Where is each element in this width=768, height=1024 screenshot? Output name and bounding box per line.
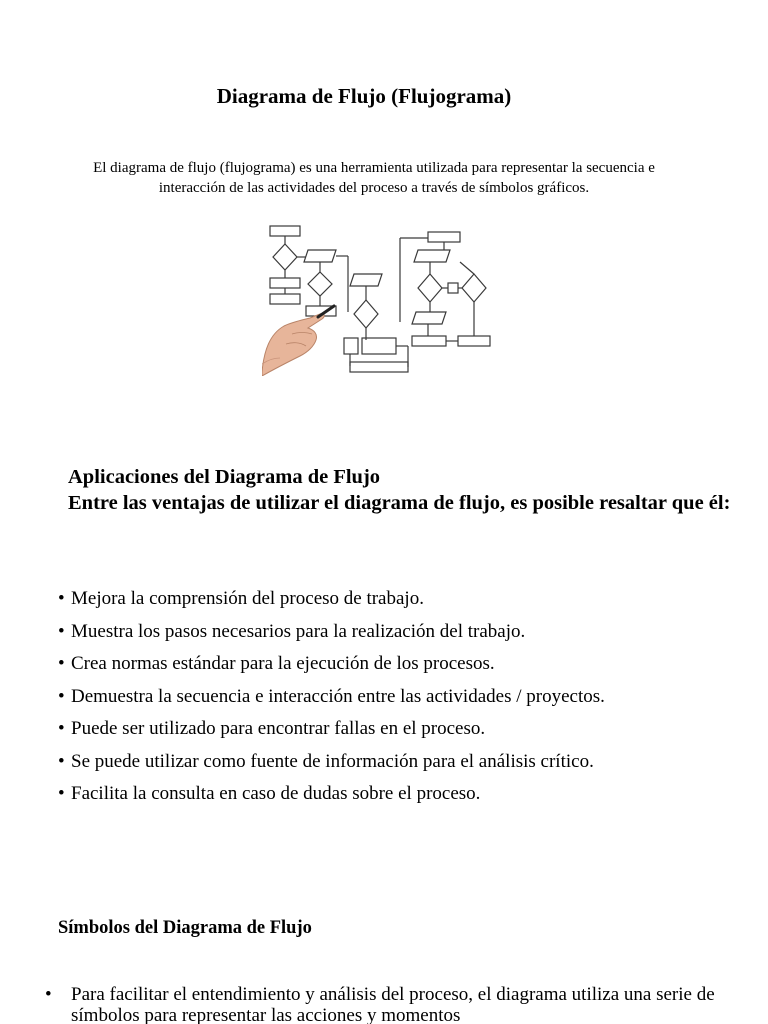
list-item: • Facilita la consulta en caso de dudas sobre el proceso. — [58, 778, 758, 811]
page-title: Diagrama de Flujo (Flujograma) — [216, 84, 512, 108]
list-item: • Mejora la comprensión del proceso de trabajo. — [58, 583, 758, 616]
symbols-list — [45, 984, 758, 1024]
list-item: • Muestra los pasos necesarios para la realización del trabajo. — [58, 616, 758, 649]
list-item: • Demuestra la secuencia e interacción entre las actividades / proyectos. — [58, 681, 758, 714]
symbols-heading: Símbolos del Diagrama de Flujo — [58, 918, 312, 938]
bullet-icon: • — [58, 588, 65, 609]
list-item: • Crea normas estándar para la ejecución de los procesos. — [58, 648, 758, 681]
intro-paragraph: El diagrama de flujo (flujograma) es una herramienta utilizada para representar la secuencia e interacción de las actividades del proceso a través de símbolos gráficos. — [93, 160, 655, 196]
applications-heading-subtitle: Entre las ventajas de utilizar el diagrama de flujo, es posible resaltar que él: — [68, 492, 731, 514]
bullet-icon: • — [58, 653, 65, 674]
bullet-icon: • — [58, 718, 65, 739]
bullet-icon: • — [58, 620, 65, 642]
applications-heading — [68, 464, 748, 516]
bullet-icon: • — [58, 685, 65, 707]
bullet-icon: • — [58, 750, 65, 772]
hand-drawing-flowchart-icon — [262, 222, 494, 376]
advantages-list — [58, 583, 758, 811]
bullet-icon: • — [58, 783, 65, 804]
list-item: • Puede ser utilizado para encontrar fallas en el proceso. — [58, 713, 758, 746]
list-item: • Se puede utilizar como fuente de información para el análisis crítico. — [58, 746, 758, 779]
applications-heading-title: Aplicaciones del Diagrama de Flujo — [68, 466, 381, 488]
list-item: • Para facilitar el entendimiento y análisis del proceso, el diagrama utiliza una serie de símbolos para representar las acciones y momentos — [45, 984, 715, 1024]
flowchart-illustration — [262, 222, 494, 376]
bullet-icon: • — [45, 984, 52, 1005]
